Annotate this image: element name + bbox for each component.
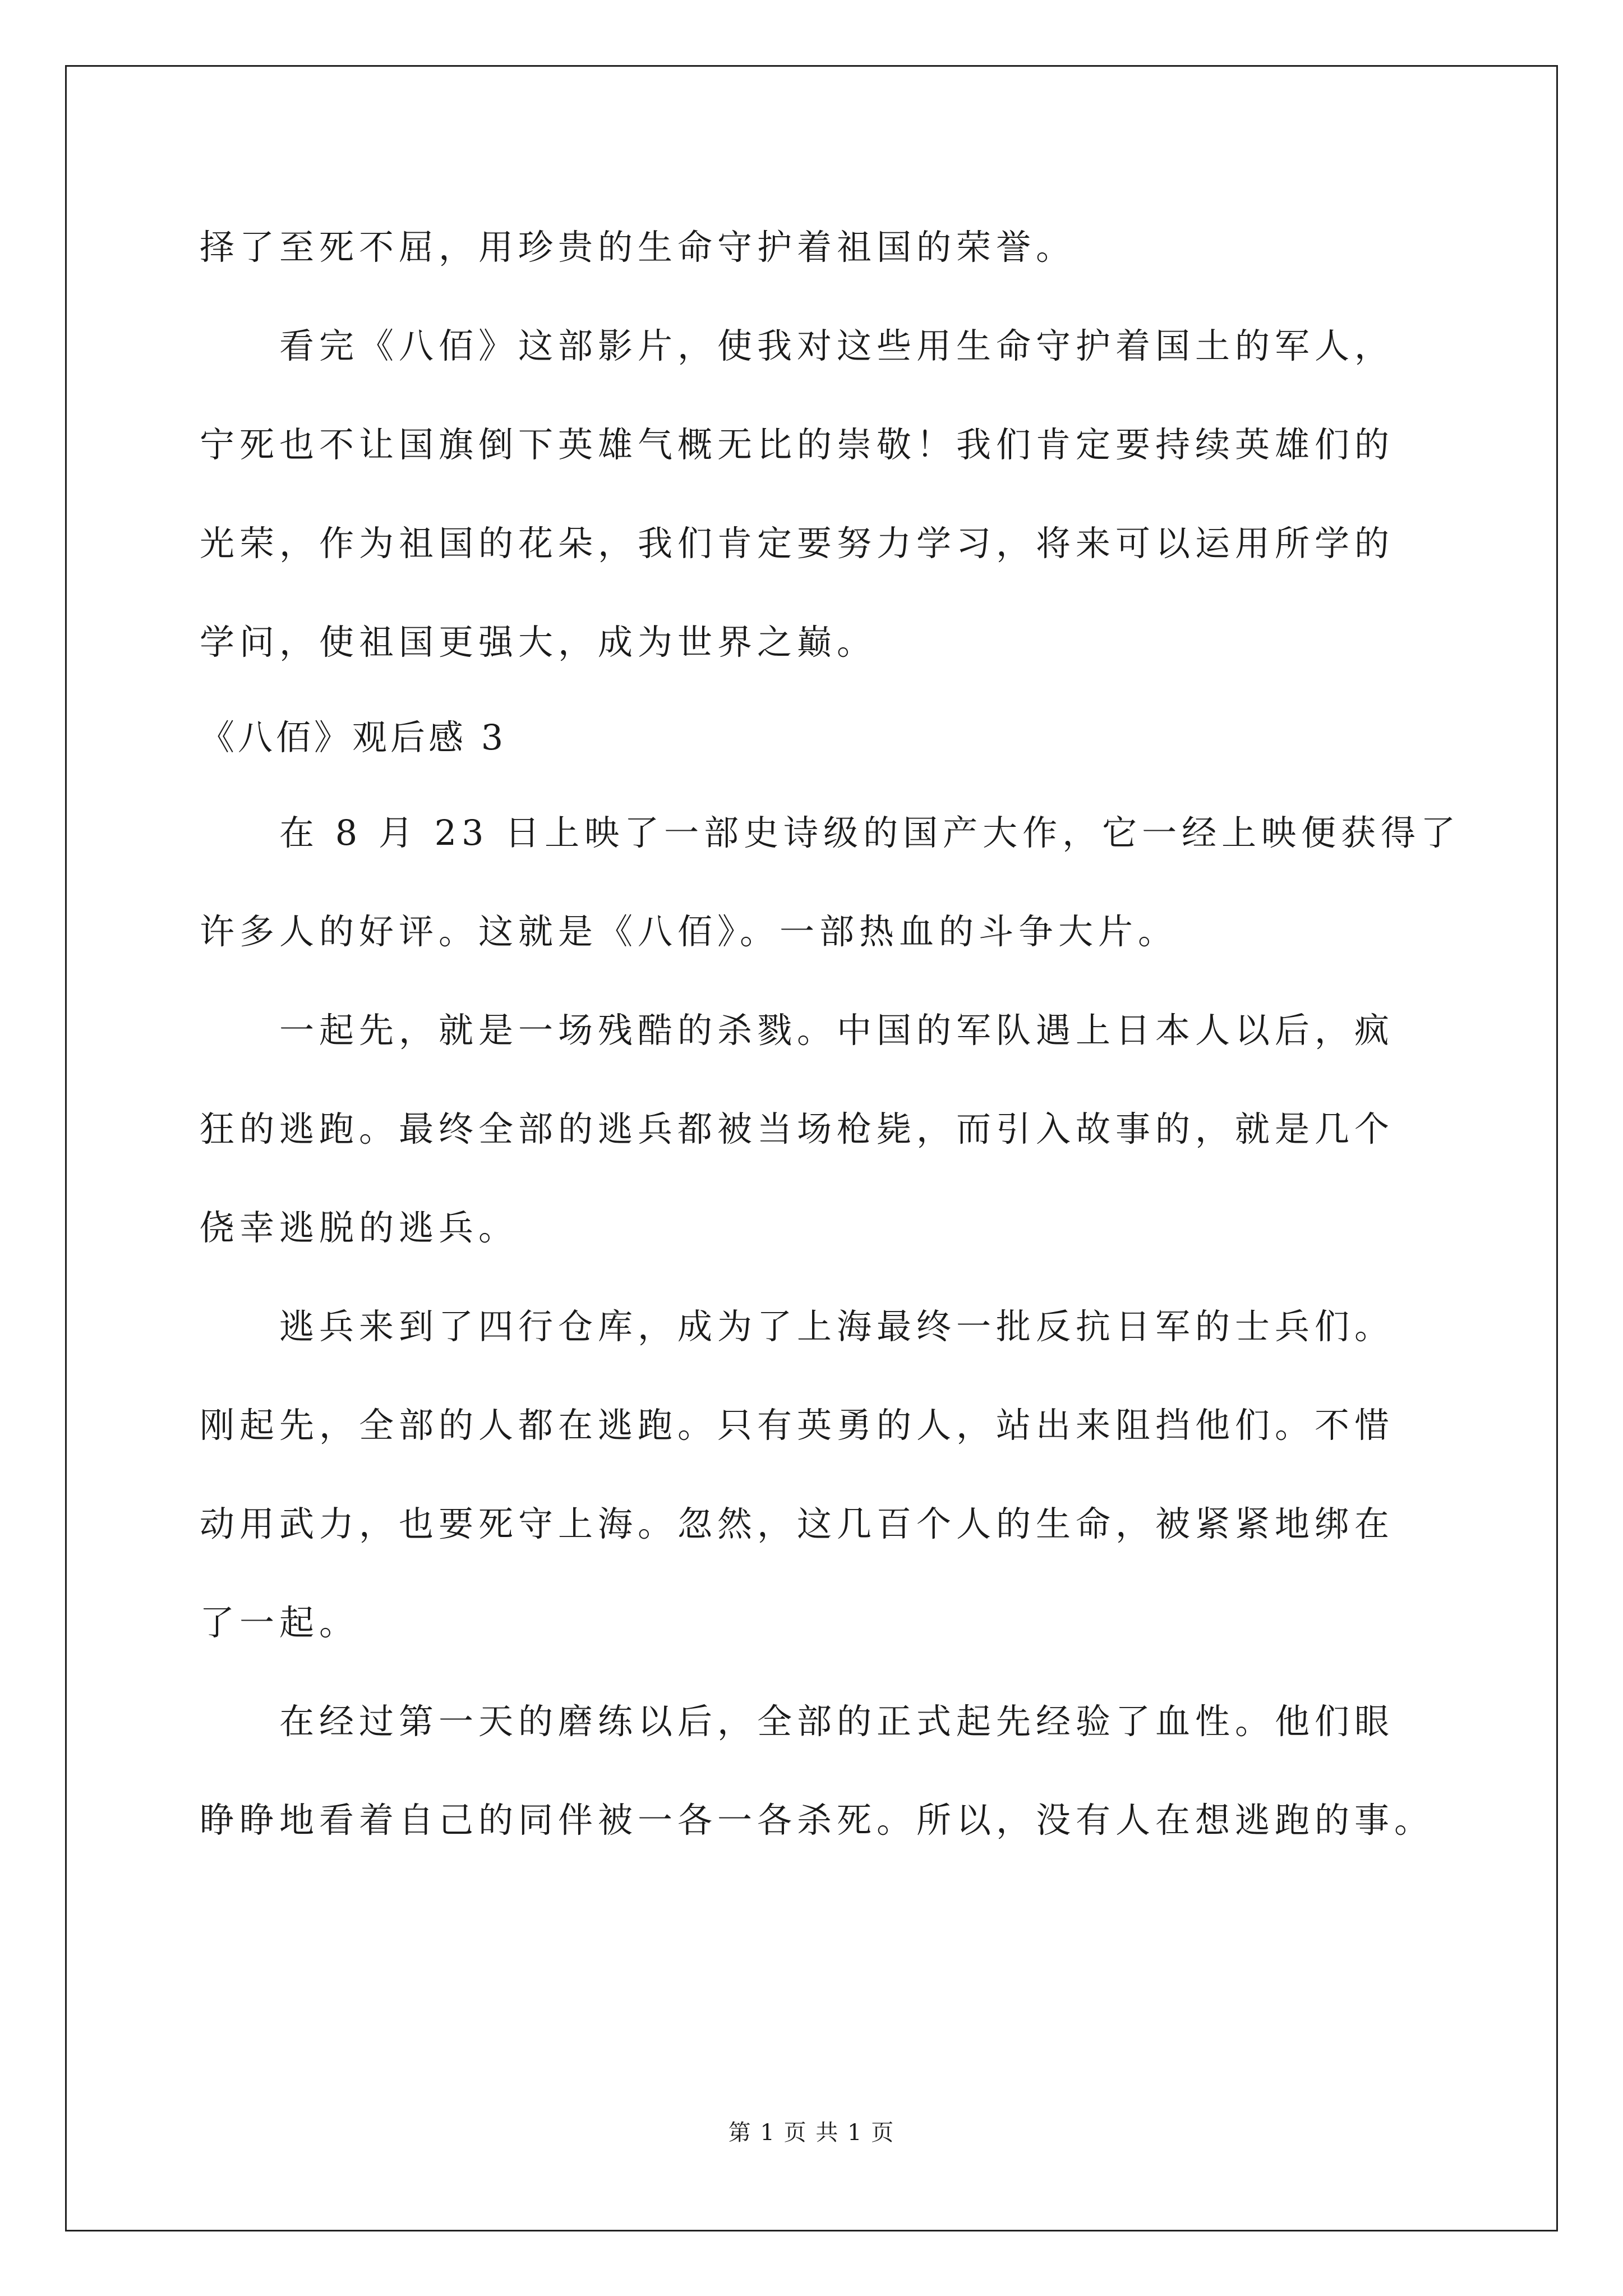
page-number-footer: 第 1 页 共 1 页 [728, 2120, 895, 2146]
paragraph-start: 看完《八佰》这部影片，使我对这些用生命守护着国土的军人， [279, 325, 1395, 366]
text-line: 择了至死不屈，用珍贵的生命守护着祖国的荣誉。 [200, 227, 1076, 268]
paragraph-start: 在 8 月 23 日上映了一部史诗级的国产大作，它一经上映便获得了 [279, 812, 1461, 853]
paragraph-start: 在经过第一天的磨练以后，全部的正式起先经验了血性。他们眼 [279, 1701, 1395, 1742]
paragraph-start: 逃兵来到了四行仓库，成为了上海最终一批反抗日军的士兵们。 [279, 1306, 1395, 1347]
text-line: 动用武力，也要死守上海。忽然，这几百个人的生命，被紧紧地绑在 [200, 1503, 1395, 1544]
text-line: 光荣，作为祖国的花朵，我们肯定要努力学习，将来可以运用所学的 [200, 523, 1395, 564]
text-line: 刚起先，全部的人都在逃跑。只有英勇的人，站出来阻挡他们。不惜 [200, 1405, 1395, 1446]
text-line: 睁睁地看着自己的同伴被一各一各杀死。所以，没有人在想逃跑的事。 [200, 1800, 1435, 1841]
text-line: 侥幸逃脱的逃兵。 [200, 1207, 519, 1248]
section-heading: 《八佰》观后感 3 [200, 717, 507, 758]
text-line: 狂的逃跑。最终全部的逃兵都被当场枪毙，而引入故事的，就是几个 [200, 1108, 1395, 1149]
text-line: 宁死也不让国旗倒下英雄气概无比的崇敬！我们肯定要持续英雄们的 [200, 424, 1395, 465]
text-line: 学问，使祖国更强大，成为世界之巅。 [200, 622, 877, 662]
text-line: 了一起。 [200, 1602, 359, 1643]
paragraph-start: 一起先，就是一场残酷的杀戮。中国的军队遇上日本人以后，疯 [279, 1010, 1395, 1051]
text-line: 许多人的好评。这就是《八佰》。一部热血的斗争大片。 [200, 911, 1178, 952]
